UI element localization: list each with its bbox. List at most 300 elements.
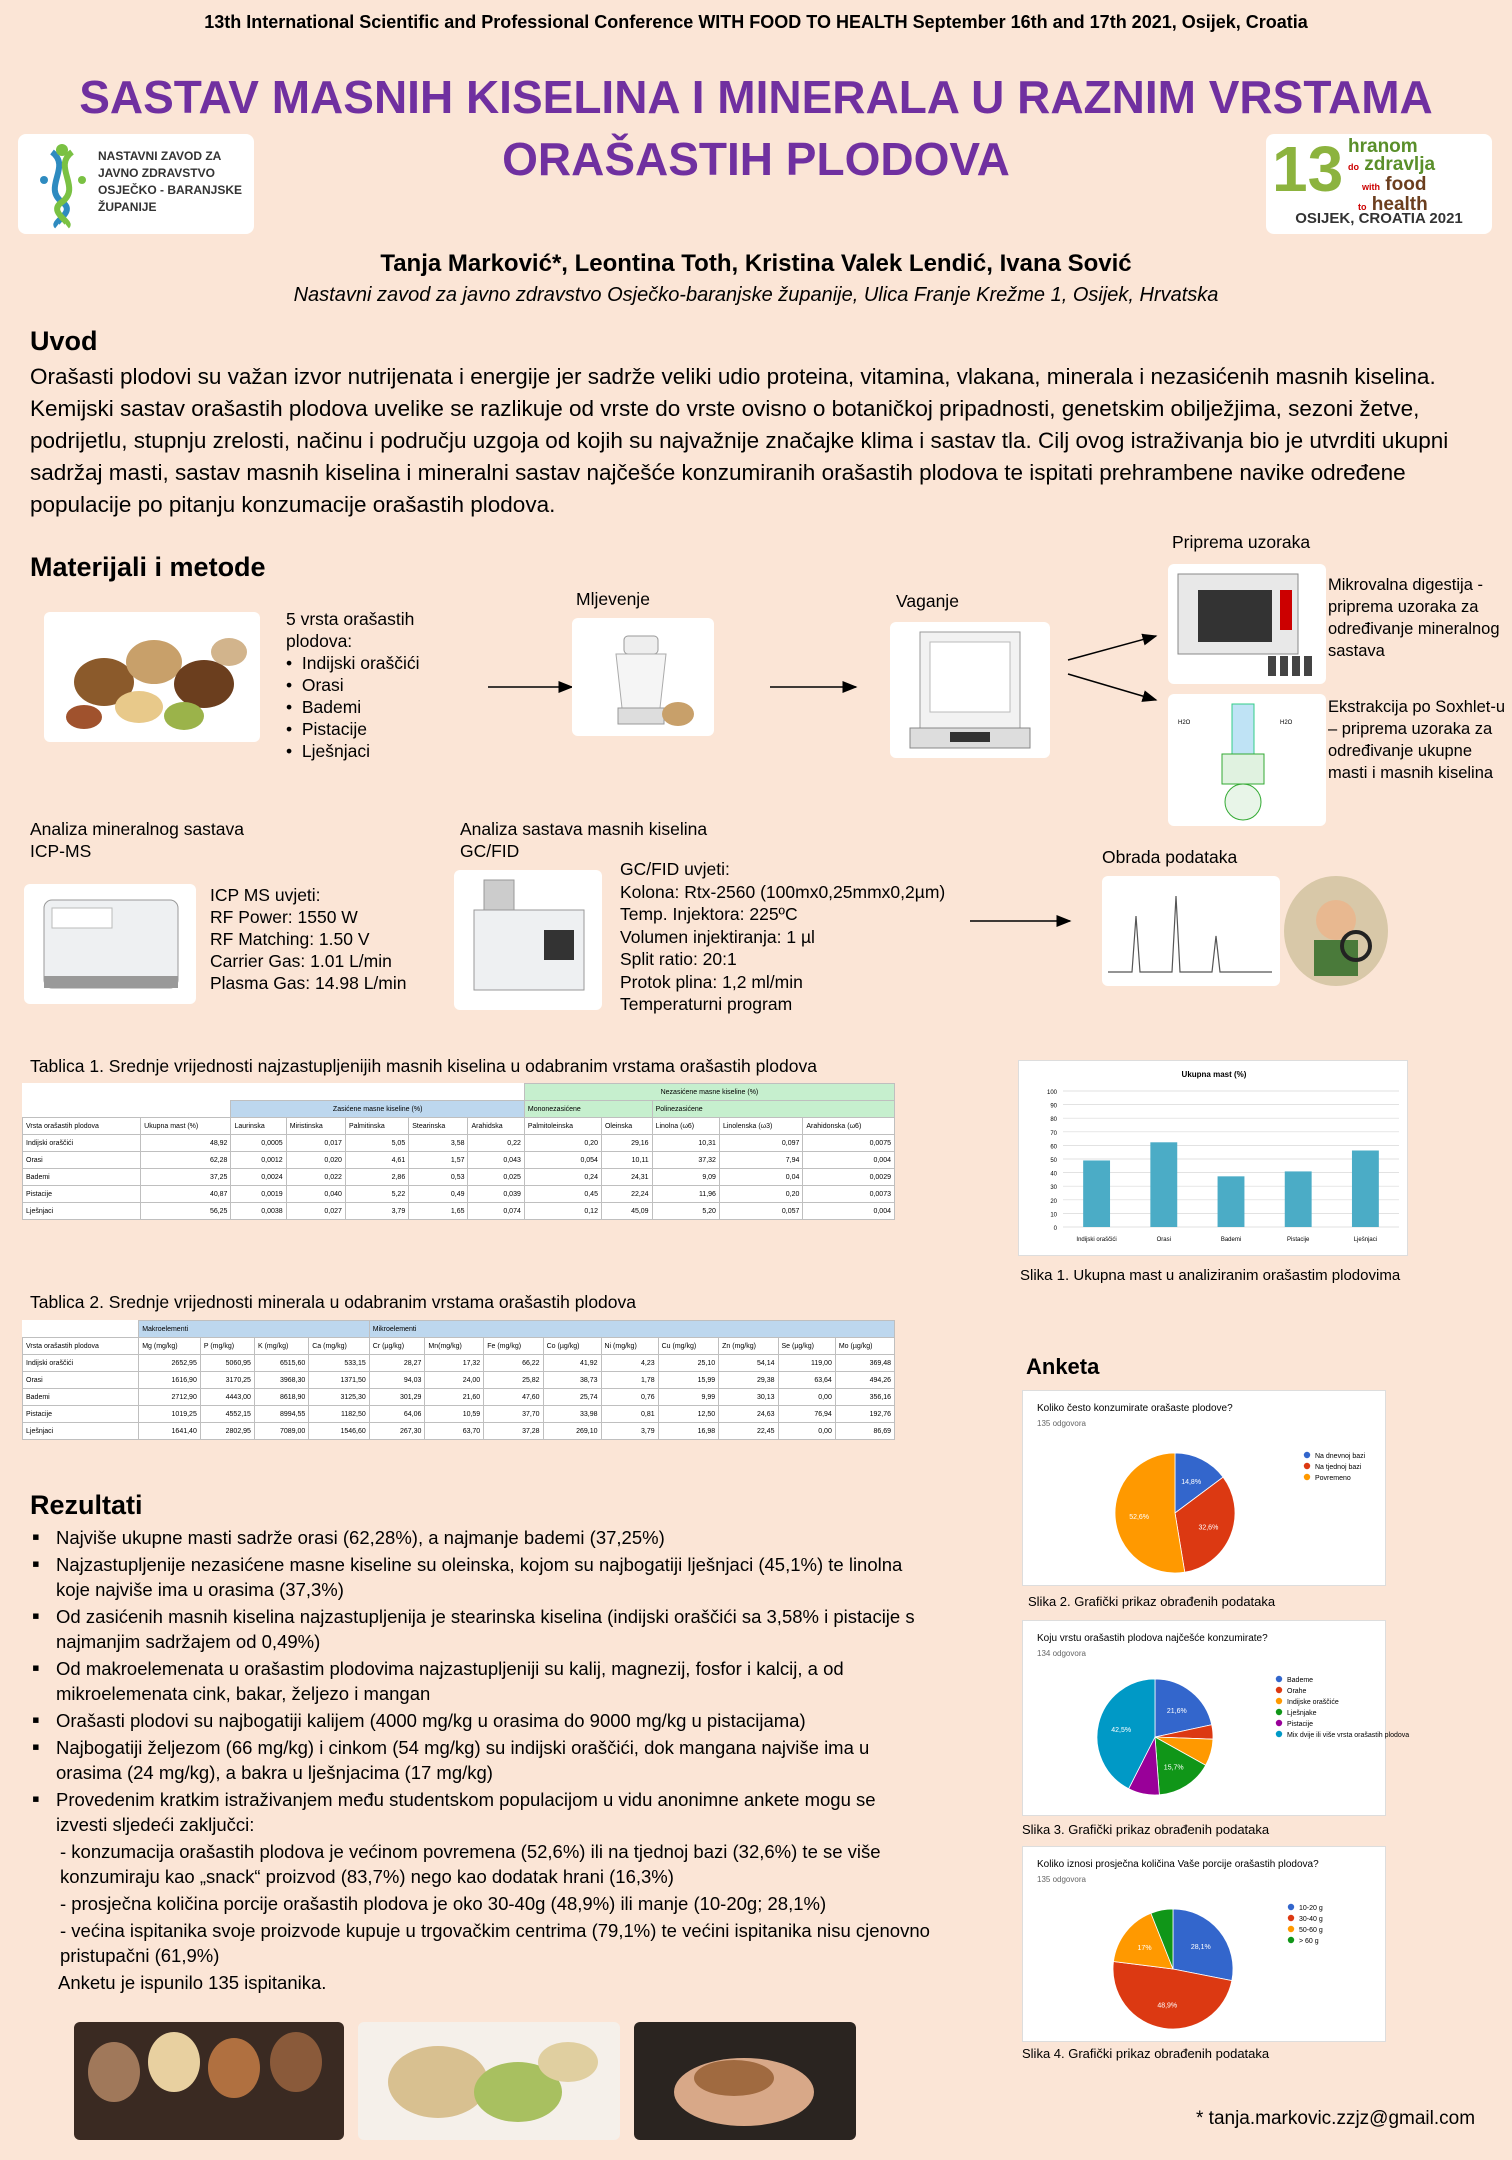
legend-label: > 60 g xyxy=(1299,1938,1319,1945)
result-closing: Anketu je ispunilo 135 ispitanika. xyxy=(58,1972,327,1993)
table-cell: 4,23 xyxy=(601,1355,658,1372)
pie3-title: Koliko iznosi prosječna količina Vaše porcije orašastih plodova? xyxy=(1037,1859,1319,1870)
table-cell: 37,32 xyxy=(652,1152,719,1169)
table-cell: 0,12 xyxy=(524,1203,601,1220)
icp-cond-line: ICP MS uvjeti: xyxy=(210,885,321,905)
table-cell: 4552,15 xyxy=(200,1406,254,1423)
table-cell: 369,48 xyxy=(835,1355,894,1372)
survey-card-2 xyxy=(1022,1620,1410,1816)
legend-marker xyxy=(1288,1904,1294,1910)
table-cell: 25,10 xyxy=(658,1355,719,1372)
table-cell: 37,28 xyxy=(484,1423,543,1440)
table-cell: 24,63 xyxy=(719,1406,778,1423)
table-cell: Bademi xyxy=(23,1389,139,1406)
table-row xyxy=(23,1186,895,1203)
table-cell: 7089,00 xyxy=(254,1423,308,1440)
logo-word: hranom xyxy=(1348,136,1418,157)
legend-marker xyxy=(1288,1926,1294,1932)
icp-conditions xyxy=(210,884,406,994)
nut-item: • Indijski oraščići xyxy=(286,653,420,673)
nut-item: • Lješnjaci xyxy=(286,741,370,761)
table-row xyxy=(23,1389,895,1406)
results-list xyxy=(30,1525,930,1837)
legend-label: Mix dvije ili više vrsta orašastih plodova xyxy=(1287,1732,1410,1739)
table-cell: Pistacije xyxy=(23,1406,139,1423)
nuts-hand-photo xyxy=(634,2022,856,2140)
pie-slice-label: 42,5% xyxy=(1111,1726,1132,1734)
pie-slice-label: 28,1% xyxy=(1190,1944,1211,1952)
gc-cond-line: GC/FID uvjeti: xyxy=(620,859,730,879)
nuts-title: 5 vrsta orašastih plodova: xyxy=(286,609,415,651)
table-cell: 48,92 xyxy=(141,1135,231,1152)
svg-text:H2O: H2O xyxy=(1280,720,1293,726)
table-cell: 2,86 xyxy=(345,1169,408,1186)
table-cell: 29,16 xyxy=(601,1135,652,1152)
result-bullet: ▪ Od zasićenih masnih kiselina najzastupljenija je stearinska kiselina (indijski oraščići sa 3,58% i pistacije s najmanjim sadržajem od 0,49%) xyxy=(30,1604,930,1654)
table2-col-header: Mn(mg/kg) xyxy=(425,1338,484,1355)
y-tick-label: 90 xyxy=(1050,1103,1057,1110)
logo-word: zdravlja xyxy=(1364,154,1436,175)
table-cell: 62,28 xyxy=(141,1152,231,1169)
y-tick-label: 40 xyxy=(1050,1171,1057,1178)
grinding-label: Mljevenje xyxy=(576,589,650,609)
table1-group-sat: Zasićene masne kiseline (%) xyxy=(231,1101,524,1118)
table-cell: 22,24 xyxy=(601,1186,652,1203)
table-cell: 54,14 xyxy=(719,1355,778,1372)
table2-group-micro: Mikroelementi xyxy=(369,1321,894,1338)
legend-marker xyxy=(1276,1720,1282,1726)
table-cell: 76,94 xyxy=(778,1406,835,1423)
y-tick-label: 60 xyxy=(1050,1144,1057,1151)
table-cell: 64,06 xyxy=(369,1406,425,1423)
table-cell: 0,057 xyxy=(719,1203,802,1220)
x-tick-label: Lješnjaci xyxy=(1353,1237,1378,1243)
table2-col-header: K (mg/kg) xyxy=(254,1338,308,1355)
table-cell: 3170,25 xyxy=(200,1372,254,1389)
table-cell: 2802,95 xyxy=(200,1423,254,1440)
fig3-caption: Slika 3. Grafički prikaz obrađenih podataka xyxy=(1022,1822,1270,1837)
table-cell: 1616,90 xyxy=(139,1372,201,1389)
nut-item: • Orasi xyxy=(286,675,344,695)
table2-col-header: Cr (µg/kg) xyxy=(369,1338,425,1355)
table-cell: 63,64 xyxy=(778,1372,835,1389)
icp-title-2: ICP-MS xyxy=(30,841,92,861)
fatty-acids-table xyxy=(22,1083,895,1220)
y-tick-label: 50 xyxy=(1050,1158,1057,1164)
table-cell: 66,22 xyxy=(484,1355,543,1372)
logo-left-line: JAVNO ZDRAVSTVO xyxy=(98,166,215,180)
table-cell: Orasi xyxy=(23,1372,139,1389)
table1-col-header: Ukupna mast (%) xyxy=(141,1118,231,1135)
table-cell: Bademi xyxy=(23,1169,141,1186)
authors: Tanja Marković*, Leontina Toth, Kristina Valek Lendić, Ivana Sović xyxy=(380,250,1132,277)
table-row xyxy=(23,1135,895,1152)
table-cell: 9,09 xyxy=(652,1169,719,1186)
table-cell: 1019,25 xyxy=(139,1406,201,1423)
pie-frequency xyxy=(1023,1391,1387,1587)
table-cell: 0,20 xyxy=(719,1186,802,1203)
result-sub: - konzumacija orašastih plodova je većinom povremena (52,6%) ili na tjednoj bazi (32,6%) te se više konzumiraju kao „snack“ proizvod (83,7%) nego kao dodatak hrani (16,3%) xyxy=(60,1841,881,1887)
bar xyxy=(1150,1142,1177,1227)
soxhlet-text: Ekstrakcija po Soxhlet-u – priprema uzoraka za određivanje ukupne masti i masnih kiselina xyxy=(1328,698,1505,782)
table-cell: 1,65 xyxy=(409,1203,468,1220)
table-cell: 0,0038 xyxy=(231,1203,286,1220)
table-cell: 10,11 xyxy=(601,1152,652,1169)
table-cell: 40,87 xyxy=(141,1186,231,1203)
minerals-table xyxy=(22,1320,895,1440)
pie-slice-label: 15,7% xyxy=(1163,1764,1184,1772)
prep-label: Priprema uzoraka xyxy=(1172,532,1311,552)
table1-group-mono: Mononezasićene xyxy=(524,1101,652,1118)
table-cell: 41,92 xyxy=(543,1355,601,1372)
table1-col-header: Stearinska xyxy=(409,1118,468,1135)
table-cell: 0,04 xyxy=(719,1169,802,1186)
fat-chart-card xyxy=(1018,1060,1408,1256)
table-cell: 1,78 xyxy=(601,1372,658,1389)
gc-title-1: Analiza sastava masnih kiselina xyxy=(460,819,708,839)
x-tick-label: Orasi xyxy=(1156,1237,1171,1243)
table-cell: 0,45 xyxy=(524,1186,601,1203)
table1-col-header: Vrsta orašastih plodova xyxy=(23,1118,141,1135)
table-cell: 192,76 xyxy=(835,1406,894,1423)
survey-card-3 xyxy=(1022,1846,1386,2042)
bar xyxy=(1352,1151,1379,1228)
table-cell: 3,79 xyxy=(601,1423,658,1440)
chart-title: Ukupna mast (%) xyxy=(1181,1070,1247,1079)
survey-heading: Anketa xyxy=(1026,1354,1100,1379)
legend-marker xyxy=(1276,1698,1282,1704)
table-cell: 0,025 xyxy=(468,1169,524,1186)
table1-group-poly: Polinezasićene xyxy=(652,1101,894,1118)
table-cell: 45,09 xyxy=(601,1203,652,1220)
table-cell: 86,69 xyxy=(835,1423,894,1440)
table-cell: 9,99 xyxy=(658,1389,719,1406)
logo-left-line: NASTAVNI ZAVOD ZA xyxy=(98,149,222,163)
table-cell: 0,0019 xyxy=(231,1186,286,1203)
logo-word: with xyxy=(1362,182,1380,192)
table2-col-header: P (mg/kg) xyxy=(200,1338,254,1355)
gc-conditions xyxy=(620,858,945,1016)
nut-item: • Pistacije xyxy=(286,719,368,739)
table2-col-header: Ni (mg/kg) xyxy=(601,1338,658,1355)
table-cell: 301,29 xyxy=(369,1389,425,1406)
pie3-subtitle: 135 odgovora xyxy=(1037,1875,1086,1884)
table-cell: 0,054 xyxy=(524,1152,601,1169)
legend-label: Na tjednoj bazi xyxy=(1315,1464,1362,1471)
table-cell: 5060,95 xyxy=(200,1355,254,1372)
table-cell: 0,49 xyxy=(409,1186,468,1203)
grinder-photo xyxy=(572,618,714,736)
table-cell: 5,20 xyxy=(652,1203,719,1220)
legend-label: 10-20 g xyxy=(1299,1905,1323,1912)
table-cell: 3968,30 xyxy=(254,1372,308,1389)
table1-col-header: Laurinska xyxy=(231,1118,286,1135)
balance-photo xyxy=(890,622,1050,758)
table-cell: 37,25 xyxy=(141,1169,231,1186)
table-row xyxy=(23,1169,895,1186)
fig1-caption: Slika 1. Ukupna mast u analiziranim orašastim plodovima xyxy=(1020,1267,1401,1284)
table-cell: 47,60 xyxy=(484,1389,543,1406)
table-cell: 8618,90 xyxy=(254,1389,308,1406)
table-cell: 356,16 xyxy=(835,1389,894,1406)
table-cell: 4,61 xyxy=(345,1152,408,1169)
methods-heading: Materijali i metode xyxy=(30,552,266,582)
table-cell: Indijski oraščići xyxy=(23,1135,141,1152)
legend-label: Indijske oraščiće xyxy=(1287,1699,1339,1706)
table-cell: 0,0024 xyxy=(231,1169,286,1186)
soxhlet-diagram xyxy=(1168,694,1326,826)
logo-word: food xyxy=(1385,174,1427,195)
legend-marker xyxy=(1304,1463,1310,1469)
x-tick-label: Bademi xyxy=(1220,1237,1242,1243)
table-row xyxy=(23,1355,895,1372)
table2-col-header: Se (µg/kg) xyxy=(778,1338,835,1355)
table-row xyxy=(23,1372,895,1389)
pie-slice-label: 14,8% xyxy=(1181,1478,1202,1486)
y-tick-label: 80 xyxy=(1050,1117,1057,1124)
table-cell: 0,0073 xyxy=(803,1186,895,1203)
logo-left-line: ŽUPANIJE xyxy=(98,200,157,214)
table1-col-header: Palmitinska xyxy=(345,1118,408,1135)
table-cell: 0,004 xyxy=(803,1152,895,1169)
results-body xyxy=(30,1525,930,1995)
table-cell: 533,15 xyxy=(309,1355,370,1372)
legend-label: 30-40 g xyxy=(1299,1916,1323,1923)
table-cell: 24,00 xyxy=(425,1372,484,1389)
table-cell: 1182,50 xyxy=(309,1406,370,1423)
gc-cond-line: Temperaturni program xyxy=(620,994,793,1014)
pie1-subtitle: 135 odgovora xyxy=(1037,1419,1086,1428)
icp-ms-photo xyxy=(24,884,196,1004)
fig4-caption: Slika 4. Grafički prikaz obrađenih podataka xyxy=(1022,2046,1270,2061)
result-bullet: ▪ Orašasti plodovi su najbogatiji kalijem (4000 mg/kg u orasima do 9000 mg/kg u pistacijama) xyxy=(30,1708,930,1733)
table-cell: 0,81 xyxy=(601,1406,658,1423)
table-cell: 0,20 xyxy=(524,1135,601,1152)
table-cell: 30,13 xyxy=(719,1389,778,1406)
logo-left-line: OSJEČKO - BARANJSKE xyxy=(98,183,243,197)
legend-marker xyxy=(1304,1474,1310,1480)
pie1-title: Koliko često konzumirate orašaste plodove? xyxy=(1037,1403,1233,1414)
table-cell: 12,50 xyxy=(658,1406,719,1423)
icp-cond-line: RF Matching: 1.50 V xyxy=(210,929,370,949)
table-cell: 25,82 xyxy=(484,1372,543,1389)
table-cell: 28,27 xyxy=(369,1355,425,1372)
result-bullet: ▪ Najbogatiji željezom (66 mg/kg) i cinkom (54 mg/kg) su indijski oraščići, dok mangana najviše ima u orasima (24 mg/kg), a bakra u lješnjacima (17 mg/kg) xyxy=(30,1735,930,1785)
pie2-title: Koju vrstu orašastih plodova najčešće konzumirate? xyxy=(1037,1633,1268,1644)
table1-col-header: Linolenska (ω3) xyxy=(719,1118,802,1135)
bar xyxy=(1285,1171,1312,1227)
legend-label: Bademe xyxy=(1287,1677,1314,1684)
svg-text:H2O: H2O xyxy=(1178,720,1191,726)
table-cell: 38,73 xyxy=(543,1372,601,1389)
table-cell: 0,53 xyxy=(409,1169,468,1186)
table-cell: 494,26 xyxy=(835,1372,894,1389)
gc-cond-line: Temp. Injektora: 225ºC xyxy=(620,904,798,924)
table-cell: 94,03 xyxy=(369,1372,425,1389)
table-cell: 0,022 xyxy=(286,1169,345,1186)
result-bullet: ▪ Najzastupljenije nezasićene masne kiseline su oleinska, kojom su najbogatiji lješnjaci (45,1%) te linolna koje najviše ima u orasima (37,3%) xyxy=(30,1552,930,1602)
title-line-2: ORAŠASTIH PLODOVA xyxy=(502,133,1010,185)
table-cell: 15,99 xyxy=(658,1372,719,1389)
analyst-cartoon xyxy=(1284,876,1388,986)
pie-slice xyxy=(1115,1453,1185,1573)
table2-col-header: Zn (mg/kg) xyxy=(719,1338,778,1355)
logo-number: 13 xyxy=(1272,133,1344,205)
table-cell: Pistacije xyxy=(23,1186,141,1203)
fat-bar-chart xyxy=(1019,1061,1409,1257)
table-cell: 2652,95 xyxy=(139,1355,201,1372)
table-cell: 1546,60 xyxy=(309,1423,370,1440)
table2-col-header: Ca (mg/kg) xyxy=(309,1338,370,1355)
logo-word: do xyxy=(1348,162,1359,172)
table-cell: 63,70 xyxy=(425,1423,484,1440)
result-bullet: ▪ Provedenim kratkim istraživanjem među studentskom populacijom u vidu anonimne ankete mogu se izvesti sljedeći zaključci: xyxy=(30,1787,930,1837)
table-cell: 3,79 xyxy=(345,1203,408,1220)
intro-heading: Uvod xyxy=(30,326,98,356)
table-cell: 5,22 xyxy=(345,1186,408,1203)
table-cell: 5,05 xyxy=(345,1135,408,1152)
table2-caption: Tablica 2. Srednje vrijednosti minerala u odabranim vrstama orašastih plodova xyxy=(30,1292,637,1312)
icp-cond-line: RF Power: 1550 W xyxy=(210,907,358,927)
table-cell: 8994,55 xyxy=(254,1406,308,1423)
legend-marker xyxy=(1304,1452,1310,1458)
table-cell: 0,22 xyxy=(468,1135,524,1152)
gc-cond-line: Protok plina: 1,2 ml/min xyxy=(620,971,803,992)
data-proc-label: Obrada podataka xyxy=(1102,847,1238,867)
legend-label: Na dnevnoj bazi xyxy=(1315,1453,1366,1460)
chromatogram-image xyxy=(1102,876,1280,986)
table-row xyxy=(23,1423,895,1440)
pie-slice-label: 32,6% xyxy=(1198,1524,1219,1532)
legend-marker xyxy=(1276,1676,1282,1682)
pie-slice-label: 52,6% xyxy=(1129,1513,1150,1521)
table-cell: 56,25 xyxy=(141,1203,231,1220)
table-cell: 10,59 xyxy=(425,1406,484,1423)
icp-cond-line: Plasma Gas: 14.98 L/min xyxy=(210,973,407,993)
legend-marker xyxy=(1288,1937,1294,1943)
microwave-text: Mikrovalna digestija -priprema uzoraka za određivanje mineralnog sastava xyxy=(1328,576,1500,660)
table-cell: 3125,30 xyxy=(309,1389,370,1406)
y-tick-label: 70 xyxy=(1050,1130,1057,1137)
survey-card-1 xyxy=(1022,1390,1386,1586)
table-cell: 0,097 xyxy=(719,1135,802,1152)
gc-fid-photo xyxy=(454,870,602,1010)
table-cell: 0,0012 xyxy=(231,1152,286,1169)
results-heading: Rezultati xyxy=(30,1490,143,1520)
icp-title xyxy=(30,818,244,862)
table2-col-header: Co (µg/kg) xyxy=(543,1338,601,1355)
table-cell: 16,98 xyxy=(658,1423,719,1440)
y-tick-label: 30 xyxy=(1050,1185,1057,1192)
logo-word: to xyxy=(1358,202,1367,212)
table1-col-header: Palmitoleinska xyxy=(524,1118,601,1135)
table-cell: 267,30 xyxy=(369,1423,425,1440)
table2-col-header: Mg (mg/kg) xyxy=(139,1338,201,1355)
logo-word: health xyxy=(1371,194,1428,215)
table1-col-header: Linolna (ω6) xyxy=(652,1118,719,1135)
table-cell: 0,027 xyxy=(286,1203,345,1220)
table1-caption: Tablica 1. Srednje vrijednosti najzastupljenijih masnih kiselina u odabranim vrstama orašastih plodova xyxy=(30,1056,817,1076)
result-bullet: ▪ Najviše ukupne masti sadrže orasi (62,28%), a najmanje bademi (37,25%) xyxy=(30,1525,930,1550)
legend-label: 50-60 g xyxy=(1299,1927,1323,1934)
table-cell: 10,31 xyxy=(652,1135,719,1152)
table-cell: 21,60 xyxy=(425,1389,484,1406)
contact-email[interactable]: * tanja.markovic.zzjz@gmail.com xyxy=(1196,2108,1476,2129)
legend-marker xyxy=(1288,1915,1294,1921)
logo-place: OSIJEK, CROATIA 2021 xyxy=(1295,210,1463,227)
table-cell: Indijski oraščići xyxy=(23,1355,139,1372)
table-cell: 0,0005 xyxy=(231,1135,286,1152)
pie-slice-label: 48,9% xyxy=(1157,2002,1178,2010)
table-cell: 22,45 xyxy=(719,1423,778,1440)
icp-title-1: Analiza mineralnog sastava xyxy=(30,819,245,839)
gc-title xyxy=(460,818,707,862)
table-cell: 0,017 xyxy=(286,1135,345,1152)
table-cell: 0,0029 xyxy=(803,1169,895,1186)
legend-marker xyxy=(1276,1687,1282,1693)
conference-header: 13th International Scientific and Professional Conference WITH FOOD TO HEALTH September 16th and 17th 2021, Osijek, Croatia xyxy=(204,12,1308,32)
table-cell: 0,043 xyxy=(468,1152,524,1169)
table-cell: 119,00 xyxy=(778,1355,835,1372)
weighing-label: Vaganje xyxy=(896,591,959,611)
legend-label: Lješnjake xyxy=(1287,1710,1317,1717)
table-cell: 0,76 xyxy=(601,1389,658,1406)
title-line-1: SASTAV MASNIH KISELINA I MINERALA U RAZNIM VRSTAMA xyxy=(79,71,1433,123)
table-cell: 0,074 xyxy=(468,1203,524,1220)
result-bullet: ▪ Od makroelemenata u orašastim plodovima najzastupljeniji su kalij, magnezij, fosfor i kalcij, a od mikroelemenata cink, bakar, željezo i mangan xyxy=(30,1656,930,1706)
nut-item: • Bademi xyxy=(286,697,362,717)
bar xyxy=(1218,1176,1245,1227)
legend-marker xyxy=(1276,1709,1282,1715)
table-cell: 0,020 xyxy=(286,1152,345,1169)
pie-nut-type xyxy=(1023,1621,1410,1817)
table-cell: 0,00 xyxy=(778,1389,835,1406)
result-sub: - prosječna količina porcije orašastih plodova je oko 30-40g (48,9%) ili manje (10-20g; 28,1%) xyxy=(60,1893,827,1914)
table-cell: 1641,40 xyxy=(139,1423,201,1440)
affiliation: Nastavni zavod za javno zdravstvo Osječko-baranjske županije, Ulica Franje Krežme 1, Osijek, Hrvatska xyxy=(293,284,1219,306)
table-cell: 2712,90 xyxy=(139,1389,201,1406)
table1-col-header: Miristinska xyxy=(286,1118,345,1135)
table1-col-header: Arahidska xyxy=(468,1118,524,1135)
table-cell: 7,94 xyxy=(719,1152,802,1169)
pie-slice-label: 21,6% xyxy=(1166,1707,1187,1715)
y-tick-label: 100 xyxy=(1046,1090,1057,1096)
pistachios-photo xyxy=(358,2022,620,2140)
pie-slice-label: 17% xyxy=(1137,1944,1152,1952)
table-cell: 3,58 xyxy=(409,1135,468,1152)
table2-col-header: Fe (mg/kg) xyxy=(484,1338,543,1355)
table-cell: 0,040 xyxy=(286,1186,345,1203)
legend-marker xyxy=(1276,1731,1282,1737)
table-cell: 33,98 xyxy=(543,1406,601,1423)
y-tick-label: 0 xyxy=(1053,1226,1057,1232)
table-cell: 11,96 xyxy=(652,1186,719,1203)
microwave-digestion-photo xyxy=(1168,564,1326,684)
table-cell: 37,70 xyxy=(484,1406,543,1423)
intro-text: Orašasti plodovi su važan izvor nutrijenata i energije jer sadrže veliki udio proteina, vitamina, vlakana, minerala i nezasićenih masnih kiselina. Kemijski sastav orašastih plodova uvelike se razlikuje od vrste do vrste ovisno o botaničkoj pripadnosti, genetskim obilježjima, sezoni žetve, podrijetlu, stupnju zrelosti, načinu i području uzgoja od kojih su najvažnije značajke klima i sastav tla. Cilj ovog istraživanja bio je utvrditi ukupni sadržaj masti, sastav masnih kiselina i mineralni sastav najčešće konzumiranih orašastih plodova te ispitati prehrambene navike određene populacije po pitanju konzumacije orašastih plodova. xyxy=(30,364,1449,517)
legend-label: Pistacije xyxy=(1287,1721,1314,1728)
pie-portion xyxy=(1023,1847,1387,2043)
table1-group-unsat: Nezasićene masne kiseline (%) xyxy=(524,1084,894,1101)
table-row xyxy=(23,1152,895,1169)
table-cell: 0,039 xyxy=(468,1186,524,1203)
result-sub: - većina ispitanika svoje proizvode kupuje u trgovačkim centrima (79,1%) te većini ispitanika nisu cjenovno pristupačni (61,9%) xyxy=(60,1920,930,1966)
table-cell: Orasi xyxy=(23,1152,141,1169)
table-cell: 25,74 xyxy=(543,1389,601,1406)
pie2-subtitle: 134 odgovora xyxy=(1037,1649,1086,1658)
gc-cond-line: Kolona: Rtx-2560 (100mx0,25mmx0,2µm) xyxy=(620,881,946,902)
table-cell: 24,31 xyxy=(601,1169,652,1186)
